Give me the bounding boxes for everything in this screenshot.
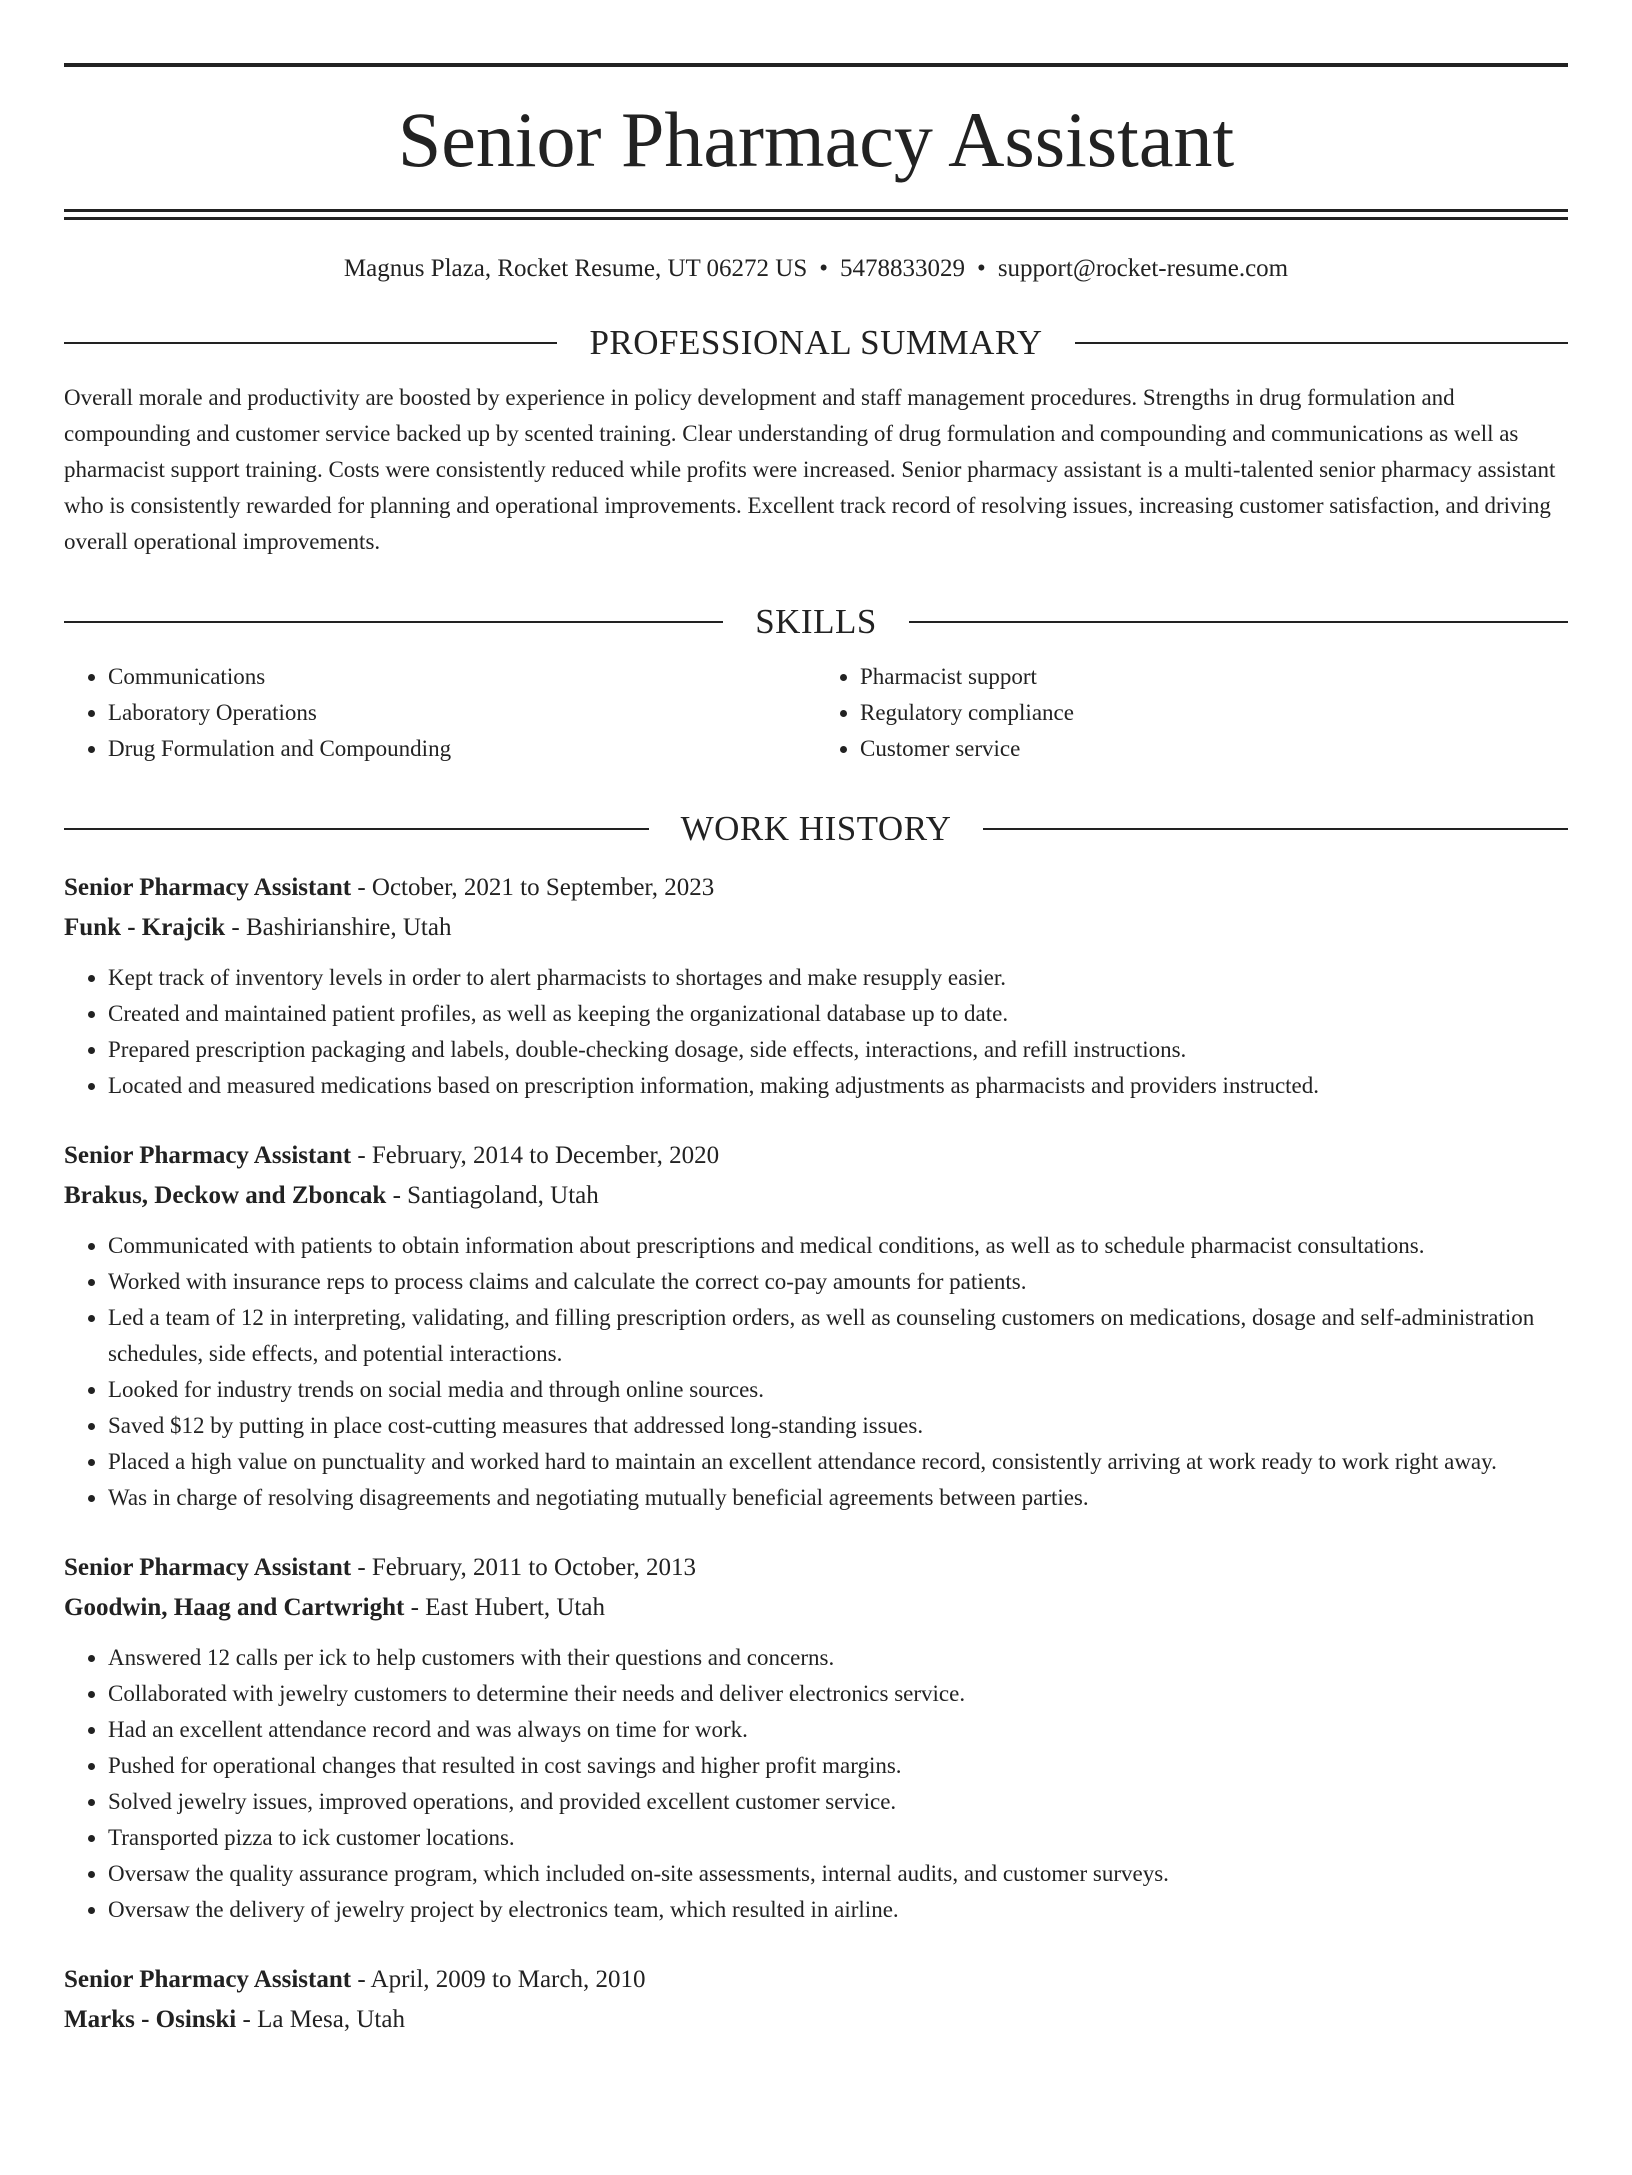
heading-rule-left [64, 828, 649, 830]
resume-page [0, 63, 1632, 2175]
job-title: Senior Pharmacy Assistant [64, 1966, 352, 1993]
job-bullet: • Oversaw the delivery of jewelry project by electronics team, which resulted in airline. [108, 1892, 1568, 1928]
job-bullet: • Solved jewelry issues, improved operations, and provided excellent customer service. [108, 1784, 1568, 1820]
summary-section-heading [64, 325, 1568, 360]
job-company-line [64, 908, 1568, 948]
heading-rule-left [64, 621, 723, 623]
job-location: - Santiagoland, Utah [386, 1182, 599, 1209]
job-company: Brakus, Deckow and Zboncak [64, 1182, 387, 1209]
contact-separator: • [819, 255, 829, 282]
job-location: - Bashirianshire, Utah [225, 914, 452, 941]
heading-rule-left [64, 342, 557, 344]
job-bullet: • Collaborated with jewelry customers to determine their needs and deliver electronics service. [108, 1676, 1568, 1712]
job-company: Goodwin, Haag and Cartwright [64, 1594, 405, 1621]
job-entry [64, 1960, 1568, 2040]
job-title: Senior Pharmacy Assistant [64, 1554, 352, 1581]
job-bullet: • Looked for industry trends on social media and through online sources. [108, 1372, 1568, 1408]
summary-text: Overall morale and productivity are boosted by experience in policy development and staff management procedures. Strengths in drug formulation and compounding and customer service backed up by scented training. Clear understanding of drug formulation and compounding and communications as well as pharmacist support training. Costs were consistently reduced while profits were increased. Senior pharmacy assistant is a multi-talented senior pharmacy assistant who is consistently rewarded for planning and operational improvements. Excellent track record of resolving issues, increasing customer satisfaction, and driving overall operational improvements. [64, 385, 1556, 554]
job-dates: - October, 2021 to September, 2023 [351, 874, 715, 901]
job-company-line [64, 1588, 1568, 1628]
heading-rule-right [983, 828, 1568, 830]
resume-title: Senior Pharmacy Assistant [397, 96, 1235, 183]
job-bullet: • Kept track of inventory levels in order to alert pharmacists to shortages and make resupply easier. [108, 960, 1568, 996]
job-bullet: • Placed a high value on punctuality and worked hard to maintain an excellent attendance record, consistently arriving at work ready to work right away. [108, 1444, 1568, 1480]
work-section-heading [64, 811, 1568, 846]
job-bullet: • Located and measured medications based on prescription information, making adjustments as pharmacists and providers instructed. [108, 1068, 1568, 1104]
job-bullets [64, 1228, 1568, 1516]
job-location: - La Mesa, Utah [236, 2006, 405, 2033]
job-bullet: • Had an excellent attendance record and was always on time for work. [108, 1712, 1568, 1748]
job-company-line [64, 2000, 1568, 2040]
contact-line [64, 256, 1568, 281]
skills-column-right [816, 659, 1568, 767]
job-title-line [64, 1960, 1568, 2000]
contact-separator: • [977, 255, 986, 282]
skills-section-heading [64, 604, 1568, 639]
title-double-rule [64, 209, 1568, 220]
contact-email: support@rocket-resume.com [997, 255, 1289, 282]
job-dates: - February, 2014 to December, 2020 [351, 1142, 720, 1169]
job-entry [64, 1548, 1568, 1928]
contact-address: Magnus Plaza, Rocket Resume, UT 06272 US [343, 255, 808, 282]
job-title-line [64, 1136, 1568, 1176]
job-company-line [64, 1176, 1568, 1216]
job-dates: - February, 2011 to October, 2013 [351, 1554, 697, 1581]
skill-item: • Customer service [860, 731, 1568, 767]
skill-item: • Regulatory compliance [860, 695, 1568, 731]
job-bullet: • Pushed for operational changes that resulted in cost savings and higher profit margins. [108, 1748, 1568, 1784]
job-bullets [64, 1640, 1568, 1928]
top-rule [64, 63, 1568, 67]
work-heading: WORK HISTORY [680, 809, 952, 848]
skills-list [64, 659, 1568, 767]
heading-rule-right [1075, 342, 1568, 344]
job-bullet: • Led a team of 12 in interpreting, validating, and filling prescription orders, as well as counseling customers on medications, dosage and self-administration schedules, side effects, and potential interactions. [108, 1300, 1568, 1372]
skill-item: • Drug Formulation and Compounding [108, 731, 816, 767]
job-company: Marks - Osinski [64, 2006, 237, 2033]
job-title-line [64, 1548, 1568, 1588]
job-bullet: • Saved $12 by putting in place cost-cutting measures that addressed long-standing issues. [108, 1408, 1568, 1444]
job-bullet: • Worked with insurance reps to process claims and calculate the correct co-pay amounts for patients. [108, 1264, 1568, 1300]
job-bullet: • Created and maintained patient profiles, as well as keeping the organizational database up to date. [108, 996, 1568, 1032]
job-bullet: • Prepared prescription packaging and labels, double-checking dosage, side effects, interactions, and refill instructions. [108, 1032, 1568, 1068]
job-title: Senior Pharmacy Assistant [64, 874, 352, 901]
contact-phone: 5478833029 [840, 255, 966, 282]
job-bullets [64, 960, 1568, 1104]
skill-item: • Laboratory Operations [108, 695, 816, 731]
skill-item: • Communications [108, 659, 816, 695]
skills-column-left [64, 659, 816, 767]
job-title-line [64, 868, 1568, 908]
skills-heading: SKILLS [755, 602, 877, 641]
summary-heading: PROFESSIONAL SUMMARY [589, 323, 1043, 362]
job-entry [64, 868, 1568, 1104]
job-location: - East Hubert, Utah [404, 1594, 605, 1621]
job-bullet: • Answered 12 calls per ick to help customers with their questions and concerns. [108, 1640, 1568, 1676]
job-title: Senior Pharmacy Assistant [64, 1142, 352, 1169]
job-bullet: • Was in charge of resolving disagreements and negotiating mutually beneficial agreements between parties. [108, 1480, 1568, 1516]
job-dates: - April, 2009 to March, 2010 [351, 1966, 646, 1993]
job-company: Funk - Krajcik [64, 914, 226, 941]
job-bullet: • Communicated with patients to obtain information about prescriptions and medical conditions, as well as to schedule pharmacist consultations. [108, 1228, 1568, 1264]
job-bullet: • Transported pizza to ick customer locations. [108, 1820, 1568, 1856]
skill-item: • Pharmacist support [860, 659, 1568, 695]
job-entry [64, 1136, 1568, 1516]
job-bullet: • Oversaw the quality assurance program, which included on-site assessments, internal audits, and customer surveys. [108, 1856, 1568, 1892]
heading-rule-right [909, 621, 1568, 623]
